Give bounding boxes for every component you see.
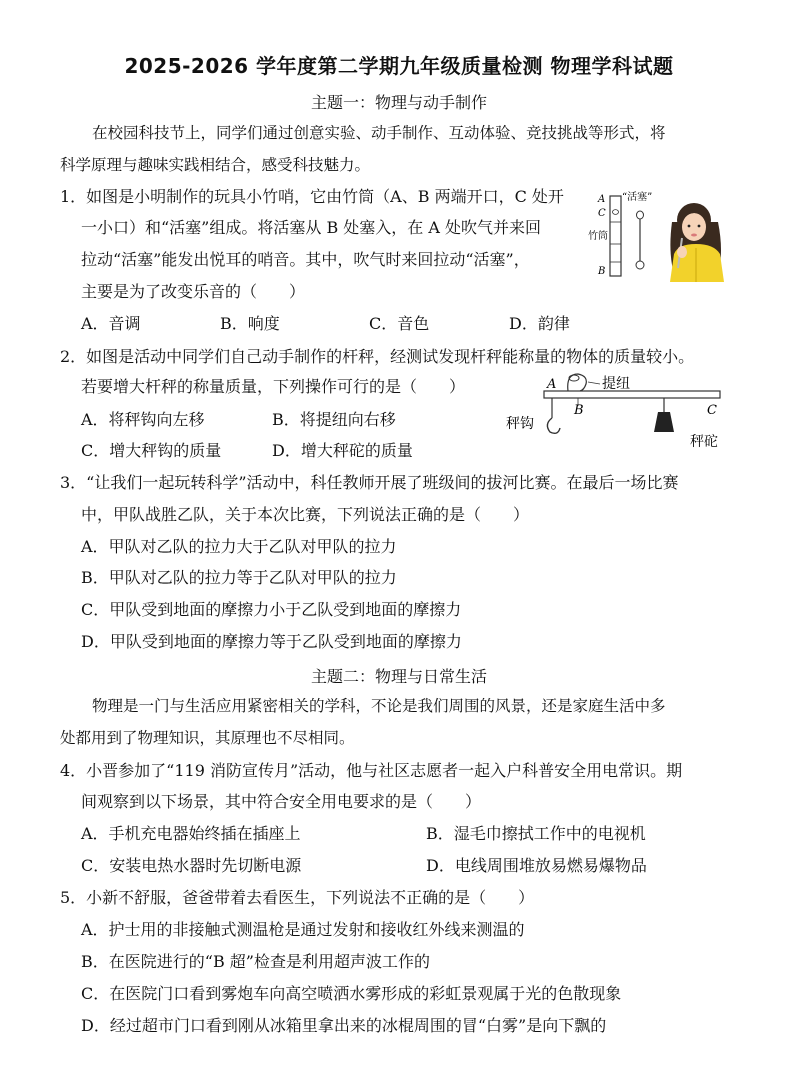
- q3-option-d: D．甲队受到地面的摩擦力等于乙队受到地面的摩擦力: [81, 632, 462, 651]
- label-c: C: [707, 403, 717, 418]
- label-a: A: [547, 377, 557, 392]
- q3-line-2: 中，甲队战胜乙队，关于本次比赛，下列说法正确的是（ ）: [81, 505, 530, 524]
- label-b: B: [574, 403, 584, 418]
- theme1-heading: 主题一：物理与动手制作: [310, 93, 487, 112]
- label-knob: 提纽: [602, 376, 630, 392]
- q1-line-4: 主要是为了改变乐音的（ ）: [81, 282, 306, 301]
- label-c: C: [598, 208, 606, 219]
- q1-option-b: B．响度: [220, 314, 280, 333]
- q2-line-2: 若要增大杆秤的称量质量，下列操作可行的是（ ）: [81, 377, 466, 396]
- q5-option-c: C．在医院门口看到雾炮车向高空喷洒水雾形成的彩虹景观属于光的色散现象: [81, 984, 622, 1003]
- piston-head: [637, 211, 644, 219]
- q2-option-b: B．将提纽向右移: [272, 410, 396, 429]
- q3-option-c: C．甲队受到地面的摩擦力小于乙队受到地面的摩擦力: [81, 600, 462, 619]
- q1-line-3: 拉动“活塞”能发出悦耳的哨音。其中，吹气时来回拉动“活塞”，: [81, 250, 530, 269]
- q4-line-2: 间观察到以下场景，其中符合安全用电要求的是（ ）: [81, 792, 482, 811]
- q3-option-b: B．甲队对乙队的拉力等于乙队对甲队的拉力: [81, 568, 397, 587]
- q1-option-a: A．音调: [81, 314, 141, 333]
- bamboo-whistle-figure: [586, 182, 726, 282]
- theme2-intro-line-2: 处都用到了物理知识，其原理也不尽相同。: [60, 729, 355, 747]
- q4-line-1: 4．小晋参加了“119 消防宣传月”活动，他与社区志愿者一起入户科普安全用电常识。期: [60, 761, 683, 780]
- q1-option-d: D．韵律: [509, 314, 570, 333]
- q5-option-d: D．经过超市门口看到刚从冰箱里拿出来的冰棍周围的冒“白雾”是向下飘的: [81, 1016, 607, 1035]
- q2-option-a: A．将秤钩向左移: [81, 410, 205, 429]
- hook: [547, 418, 560, 433]
- q5-option-a: A．护士用的非接触式测温枪是通过发射和接收红外线来测温的: [81, 920, 525, 939]
- q4-option-a: A．手机充电器始终插在插座上: [81, 824, 301, 843]
- label-a: A: [598, 194, 606, 205]
- q2-option-d: D．增大秤砣的质量: [272, 441, 413, 460]
- label-hook: 秤钩: [506, 416, 534, 432]
- label-b: B: [598, 266, 606, 277]
- q4-option-d: D．电线周围堆放易燃易爆物品: [426, 856, 647, 875]
- theme2-intro-line-1: 物理是一门与生活应用紧密相关的学科，不论是我们周围的风景，还是家庭生活中多: [92, 697, 666, 715]
- steelyard-beam: [544, 391, 720, 398]
- q2-option-c: C．增大秤钩的质量: [81, 441, 222, 460]
- q3-line-1: 3．“让我们一起玩转科学”活动中，科任教师开展了班级间的拔河比赛。在最后一场比赛: [60, 473, 679, 492]
- label-weight: 秤砣: [690, 434, 718, 450]
- q5-option-b: B．在医院进行的“B 超”检查是利用超声波工作的: [81, 952, 430, 971]
- exam-title: 2025-2026 学年度第二学期九年级质量检测 物理学科试题: [124, 54, 674, 78]
- steelyard-figure: [500, 366, 725, 452]
- label-tube: 竹筒: [588, 231, 608, 242]
- steelyard-weight: [654, 412, 674, 432]
- q1-line-1: 1．如图是小明制作的玩具小竹哨，它由竹筒（A、B 两端开口，C 处开: [60, 187, 564, 206]
- q1-line-2: 一小口）和“活塞”组成。将活塞从 B 处塞入，在 A 处吹气并来回: [81, 218, 542, 237]
- q5-line-1: 5．小新不舒服，爸爸带着去看医生，下列说法不正确的是（ ）: [60, 888, 535, 907]
- q4-option-b: B．湿毛巾擦拭工作中的电视机: [426, 824, 646, 843]
- q3-option-a: A．甲队对乙队的拉力大于乙队对甲队的拉力: [81, 537, 397, 556]
- q4-option-c: C．安装电热水器时先切断电源: [81, 856, 302, 875]
- piston-ring: [636, 261, 644, 269]
- q2-line-1: 2．如图是活动中同学们自己动手制作的杆秤，经测试发现杆秤能称量的物体的质量较小。: [60, 347, 695, 366]
- lifting-knob: [568, 374, 587, 391]
- theme1-intro-line-2: 科学原理与趣味实践相结合，感受科技魅力。: [60, 156, 371, 174]
- side-hole: [613, 210, 619, 215]
- theme2-heading: 主题二：物理与日常生活: [310, 667, 487, 686]
- girl-illustration: [670, 203, 724, 282]
- q1-option-c: C．音色: [369, 314, 430, 333]
- label-piston: “活塞”: [622, 192, 653, 203]
- theme1-intro-line-1: 在校园科技节上，同学们通过创意实验、动手制作、互动体验、竞技挑战等形式，将: [92, 124, 666, 142]
- bamboo-tube: [610, 196, 621, 276]
